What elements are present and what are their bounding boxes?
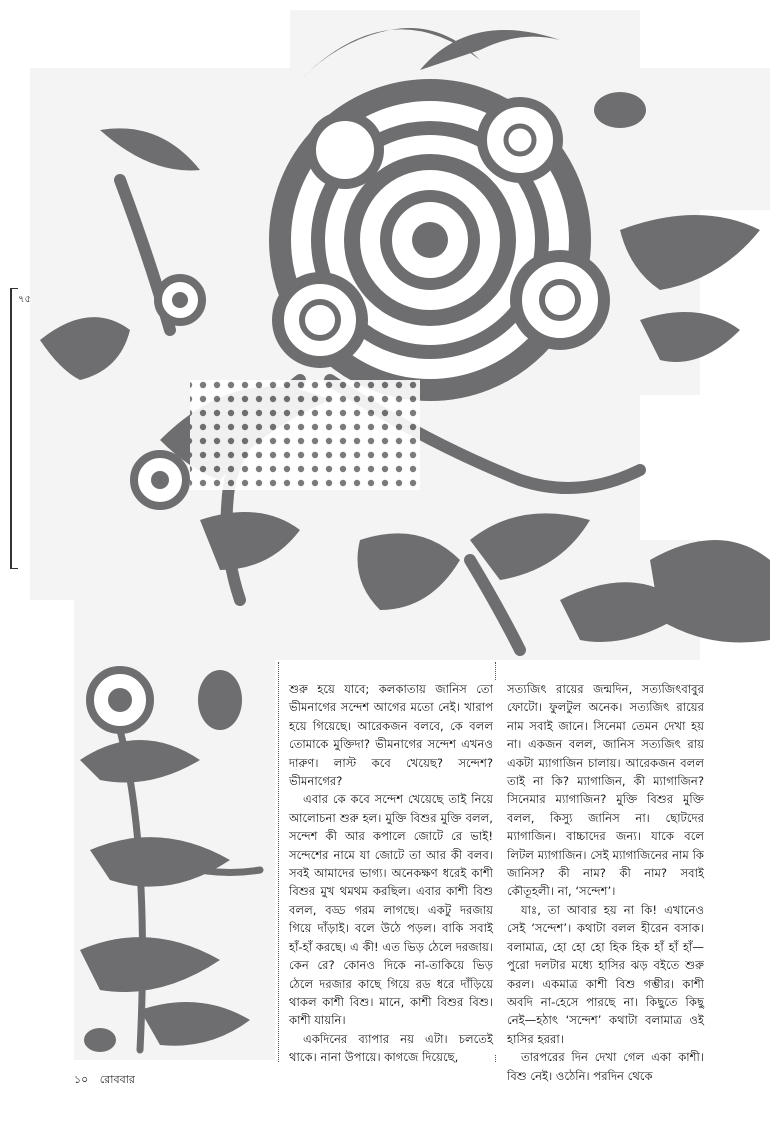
paragraph: যাঃ, তা আবার হয় না কি! এখানেও সেই ‘সন্দেশ’। কথাটা বলল হীরেন বসাক। বলামাত্র, হো হো হো হিক হিক হাঁ হাঁ হাঁ—পুরো দলটার মধ্যে হাসির ঝড় বইতে শুরু করল। একমাত্র কাশী বিশু গম্ভীর। কাশী অবদি না-হেসে পারছে না। কিছুতে কিছু নেই—হঠাৎ ‘সন্দেশ’ কথাটা বলামাত্র ওই হাসির হররা। — [507, 902, 704, 1046]
paragraph: তারপরের দিন দেখা গেল একা কাশী। বিশু নেই। ওঠেনি। পরদিন থেকে — [507, 1050, 704, 1083]
central-flower-icon — [278, 90, 604, 390]
paragraph: একদিনের ব্যাপার নয় এটা। চলতেই থাকে। নানা উপায়ে। কাগজে দিয়েছে, — [289, 1031, 493, 1065]
side-mark: ৭৫ — [18, 294, 31, 305]
paragraph: শুরু হয়ে যাবে; কলকাতায় জানিস তো ভীমনাগের সন্দেশ আগের মতো নেই। খারাপ হয়ে গিয়েছে। আরেকজন বলবে, কে বলল তোমাকে মুক্তিদা? ভীমনাগের সন্দেশ এখনও দারুণ। লাস্ট কবে খেয়েছ? সন্দেশ? ভীমনাগের? — [289, 682, 493, 789]
margin-tick — [10, 288, 18, 289]
dotted-band-icon — [190, 380, 420, 490]
article-column-1 — [285, 680, 497, 1065]
margin-tick — [10, 568, 18, 569]
page-number: ১০ — [74, 1073, 89, 1086]
paragraph: এবার কে কবে সন্দেশ খেয়েছে তাই নিয়ে আলোচনা শুরু হল। মুক্তি বিশুর মুক্তি বলল, সন্দেশ কী আর কপালে জোটে রে ভাই! সন্দেশের নামে যা জোটে তা আর কী বলব। সবই আমাদের ভাগ্য। অনেকক্ষণ ধরেই কাশী বিশুর মুখ থমথম করছিল। এবার কাশী বিশু বলল, বড্ড গরম লাগছে। একটু দরজায় গিয়ে দাঁড়াই। বলে উঠে পড়ল। বাকি সবাই হাঁ-হাঁ করছে। এ কী! এত ভিড় ঠেলে দরজায়। কেন রে? কোনও দিকে না-তাকিয়ে ভিড় ঠেলে দরজার কাছে গিয়ে রড ধরে দাঁড়িয়ে থাকল কাশী বিশু। মানে, কাশী বিশুর বিশু। কাশী যায়নি। — [289, 792, 493, 1028]
column-rule — [278, 662, 279, 1062]
publication-name: রোববার — [99, 1073, 135, 1086]
article-column-2 — [503, 680, 706, 1083]
page-footer — [74, 1071, 143, 1090]
paragraph: সত্যজিৎ রায়ের জন্মদিন, সত্যজিৎবাবুর ফোটো। ফুলটুল অনেক। সত্যজিৎ রায়ের নাম সবাই জানে। সিনেমা তেমন দেখা হয় না। একজন বলল, জানিস সত্যজিৎ রায় একটা ম্যাগাজিন চালায়। আরেকজন বলল তাই না কি? ম্যাগাজিন, কী ম্যাগাজিন? সিনেমার ম্যাগাজিন? মুক্তি বিশুর মুক্তি বলল, কিস্যু জানিস না। ছোটদের ম্যাগাজিন। বাচ্চাদের জন্য। যাকে বলে লিটল ম্যাগাজিন। সেই ম্যাগাজিনের নাম কি জানিস? কী নাম? কী নাম? সবাই কৌতূহলী। না, ‘সন্দেশ’। — [507, 682, 704, 899]
margin-rule — [10, 288, 12, 568]
